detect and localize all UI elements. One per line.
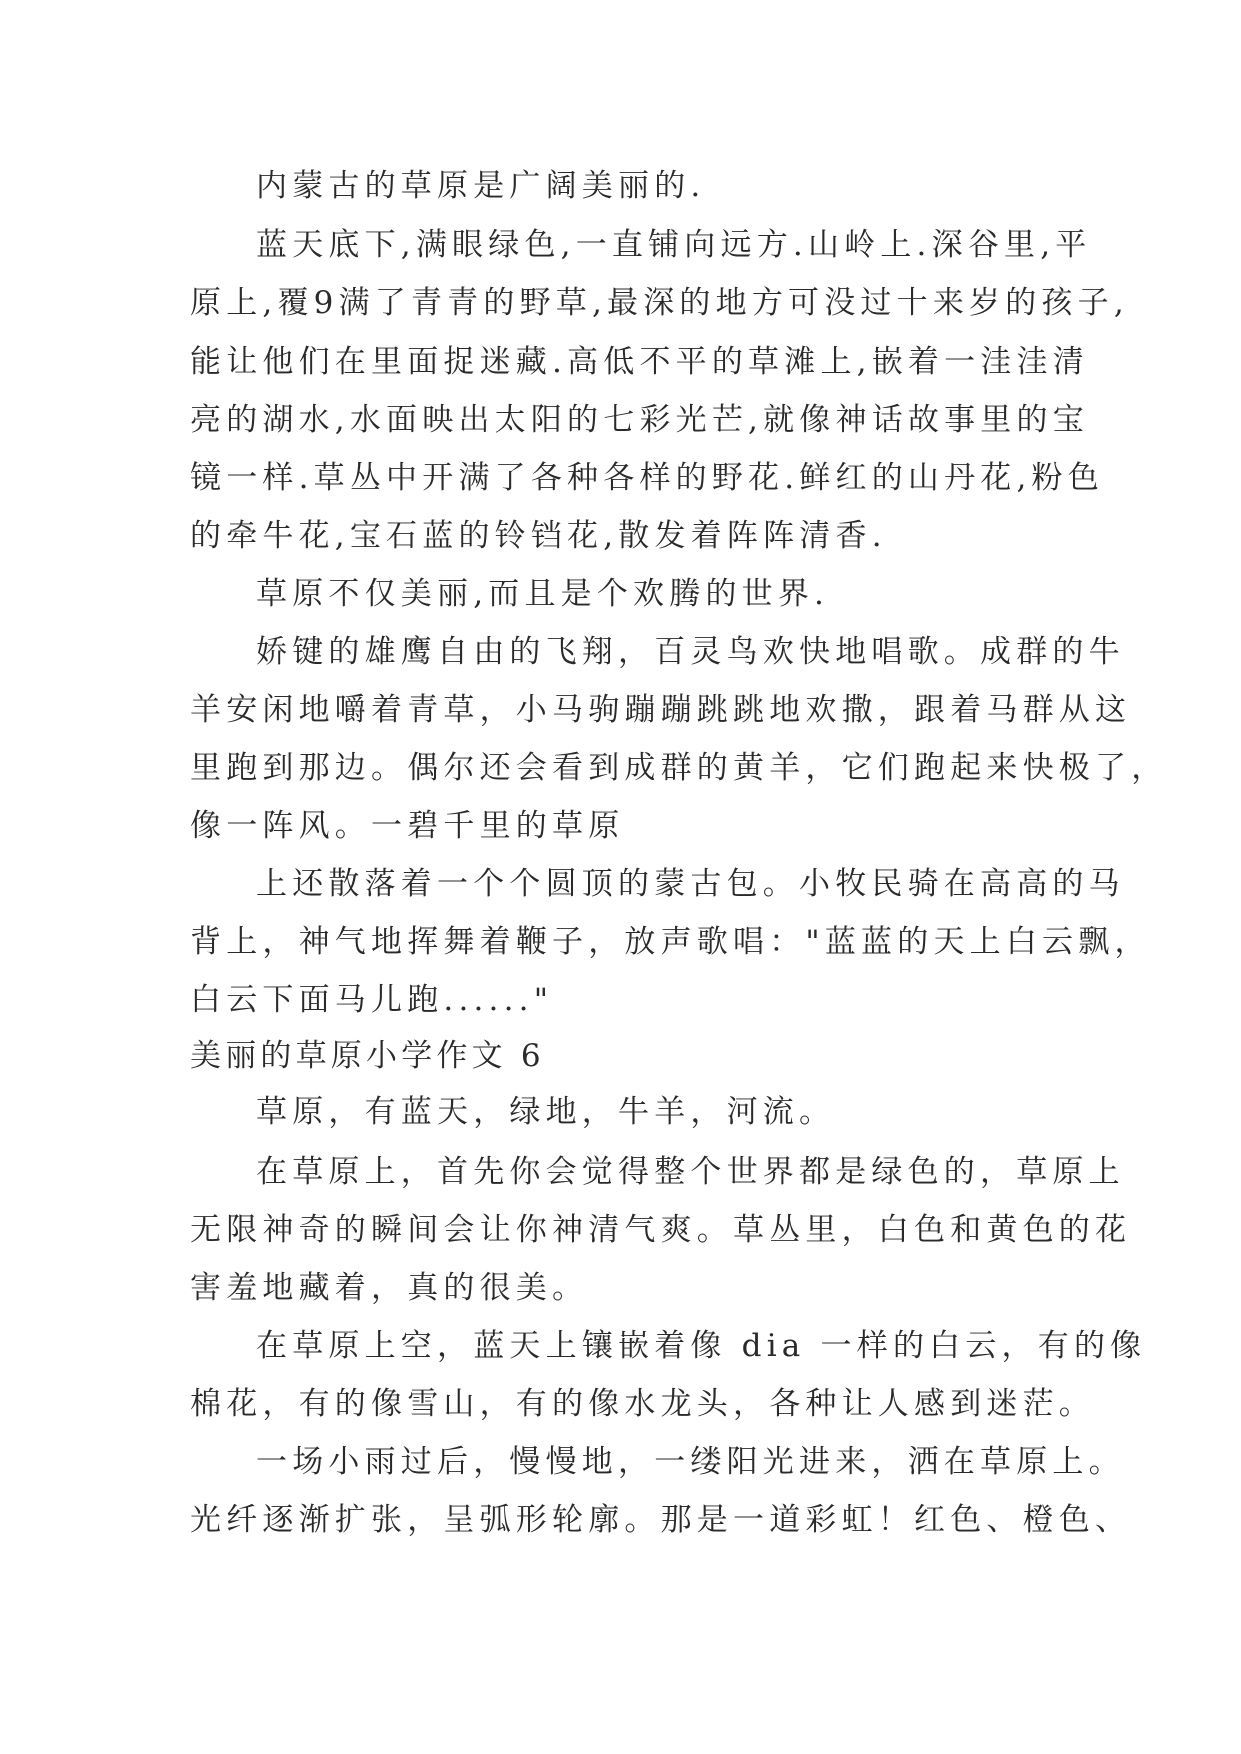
text-line: 草原，有蓝天，绿地，牛羊，河流。 [256,1094,836,1130]
text-line: 娇键的雄鹰自由的飞翔，百灵鸟欢快地唱歌。成群的牛 [256,634,1125,670]
text-line: 原上,覆9满了青青的野草,最深的地方可没过十来岁的孩子, [190,285,1129,321]
text-line: 一场小雨过后，慢慢地，一缕阳光进来，洒在草原上。 [256,1444,1125,1480]
text-line: 羊安闲地嚼着青草，小马驹蹦蹦跳跳地欢撒，跟着马群从这 [190,692,1132,728]
text-line: 背上，神气地挥舞着鞭子，放声歌唱："蓝蓝的天上白云飘， [190,924,1151,960]
text-line: 在草原上，首先你会觉得整个世界都是绿色的，草原上 [256,1154,1125,1190]
text-line: 上还散落着一个个圆顶的蒙古包。小牧民骑在高高的马 [256,866,1125,902]
text-line: 白云下面马儿跑......" [190,982,554,1018]
text-line: 无限神奇的瞬间会让你神清气爽。草丛里，白色和黄色的花 [190,1212,1132,1248]
text-line: 光纤逐渐扩张，呈弧形轮廓。那是一道彩虹！红色、橙色、 [190,1502,1132,1538]
text-line: 棉花，有的像雪山，有的像水龙头，各种让人感到迷茫。 [190,1386,1095,1422]
text-line: 草原不仅美丽,而且是个欢腾的世界. [256,576,830,612]
text-line: 能让他们在里面捉迷藏.高低不平的草滩上,嵌着一洼洼清 [190,344,1089,380]
text-line: 蓝天底下,满眼绿色,一直铺向远方.山岭上.深谷里,平 [256,227,1092,263]
section-heading: 美丽的草原小学作文 6 [190,1038,545,1074]
text-line: 像一阵风。一碧千里的草原 [190,808,625,844]
text-line: 的牵牛花,宝石蓝的铃铛花,散发着阵阵清香. [190,518,887,554]
text-line: 在草原上空，蓝天上镶嵌着像 dia 一样的白云，有的像 [256,1328,1147,1364]
text-line: 内蒙古的草原是广阔美丽的. [256,168,706,204]
text-line: 镜一样.草丛中开满了各种各样的野花.鲜红的山丹花,粉色 [190,460,1104,496]
text-line: 害羞地藏着，真的很美。 [190,1270,589,1306]
text-line: 亮的湖水,水面映出太阳的七彩光芒,就像神话故事里的宝 [190,402,1089,438]
text-line: 里跑到那边。偶尔还会看到成群的黄羊，它们跑起来快极了， [190,750,1168,786]
